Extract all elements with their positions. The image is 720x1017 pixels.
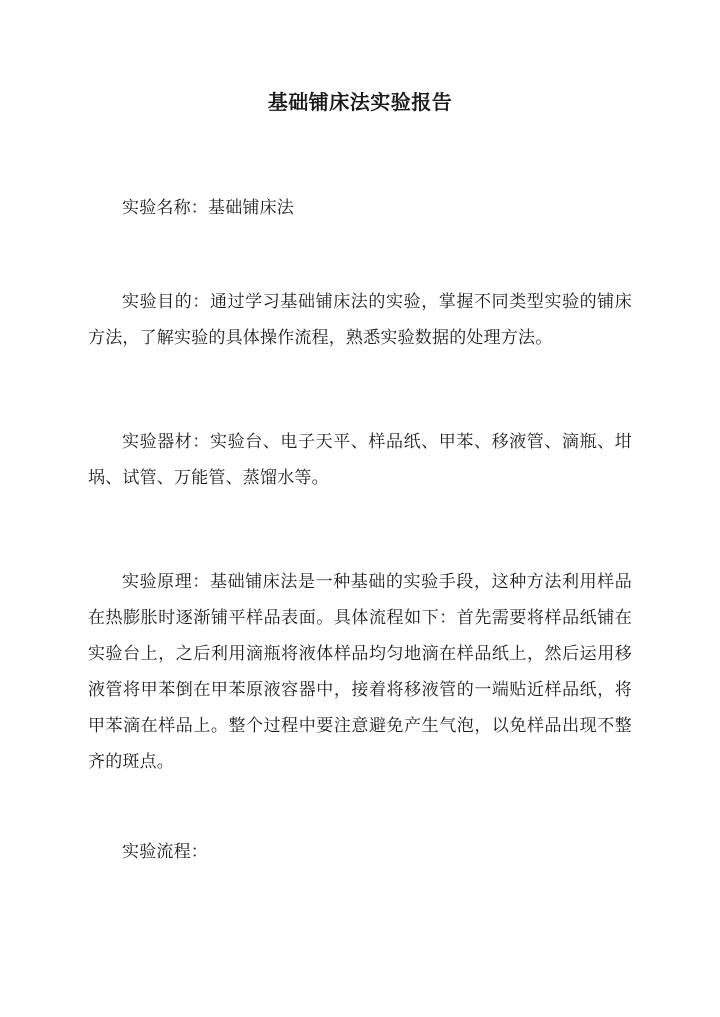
experiment-principle-paragraph: 实验原理：基础铺床法是一种基础的实验手段，这种方法利用样品在热膨胀时逐渐铺平样品表面。具体流程如下：首先需要将样品纸铺在实验台上，之后利用滴瓶将液体样品均匀地滴在样品纸上，然后运用移液管将甲苯倒在甲苯原液容器中，接着将移液管的一端贴近样品纸，将甲苯滴在样品上。整个过程中要注意避免产生气泡，以免样品出现不整齐的斑点。: [88, 572, 632, 772]
experiment-purpose-paragraph: 实验目的：通过学习基础铺床法的实验，掌握不同类型实验的铺床方法，了解实验的具体操作流程，熟悉实验数据的处理方法。: [88, 292, 632, 348]
experiment-equipment-paragraph: 实验器材：实验台、电子天平、样品纸、甲苯、移液管、滴瓶、坩埚、试管、万能管、蒸馏水等。: [88, 432, 632, 488]
document-title: 基础铺床法实验报告: [267, 90, 453, 114]
experiment-procedure-heading: 实验流程：: [122, 842, 208, 862]
experiment-name-paragraph: 实验名称：基础铺床法: [122, 198, 294, 218]
